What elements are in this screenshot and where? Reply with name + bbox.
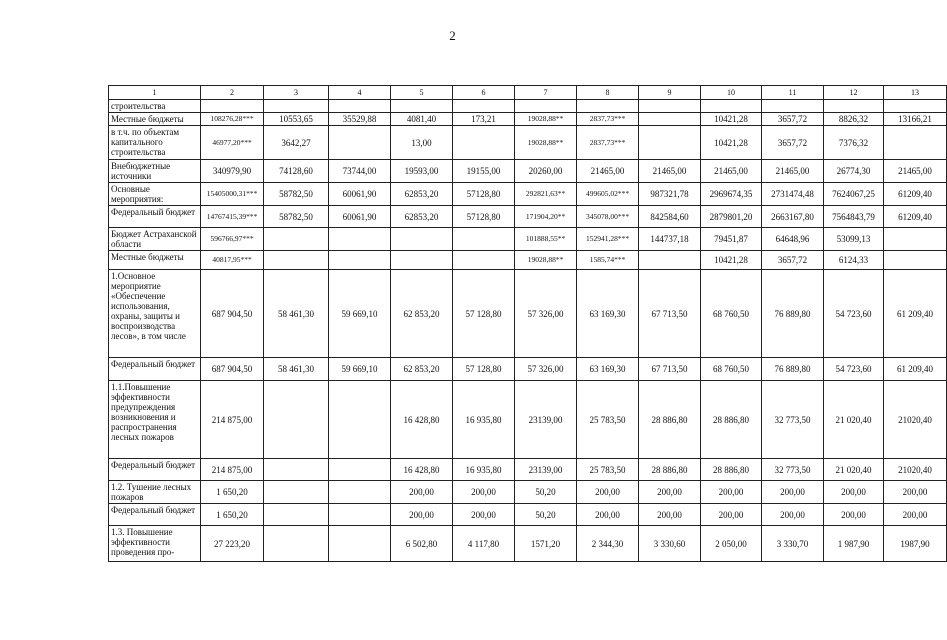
table-cell [884, 251, 947, 270]
table-cell [329, 228, 391, 251]
table-cell: 200,00 [453, 504, 515, 526]
budget-table [108, 85, 947, 562]
table-cell: 200,00 [391, 481, 453, 504]
table-cell: 16 428,80 [391, 459, 453, 481]
table-cell [762, 100, 824, 113]
table-cell: 13166,21 [884, 113, 947, 126]
table-cell: 67 713,50 [639, 358, 701, 381]
row-label: 1.3. Повышение эффективности проведения про- [109, 526, 201, 562]
table-cell: 61209,40 [884, 206, 947, 228]
table-cell: 2 050,00 [701, 526, 762, 562]
table-cell [391, 251, 453, 270]
column-header: 7 [515, 86, 577, 100]
table-cell: 57 128,80 [453, 270, 515, 358]
table-cell: 200,00 [884, 504, 947, 526]
table-cell: 61 209,40 [884, 358, 947, 381]
table-cell: 200,00 [577, 481, 639, 504]
table-cell: 62853,20 [391, 183, 453, 206]
table-cell: 2969674,35 [701, 183, 762, 206]
table-cell [884, 228, 947, 251]
table-cell: 19028,88** [515, 113, 577, 126]
column-header: 12 [824, 86, 884, 100]
table-cell [515, 100, 577, 113]
table-cell: 1571,20 [515, 526, 577, 562]
table-cell: 21465,00 [639, 160, 701, 183]
table-cell: 73744,00 [329, 160, 391, 183]
table-cell: 7376,32 [824, 126, 884, 160]
table-cell: 14767415,39*** [201, 206, 264, 228]
table-cell [391, 100, 453, 113]
table-cell: 23139,00 [515, 459, 577, 481]
table-cell: 16 935,80 [453, 381, 515, 459]
table-cell: 7564843,79 [824, 206, 884, 228]
table-cell [639, 113, 701, 126]
table-cell: 3657,72 [762, 126, 824, 160]
table-cell: 19028,88** [515, 126, 577, 160]
table-cell: 57 326,00 [515, 270, 577, 358]
table-cell [329, 251, 391, 270]
table-cell: 101888,55** [515, 228, 577, 251]
column-header: 9 [639, 86, 701, 100]
table-cell [453, 100, 515, 113]
table-cell [264, 100, 329, 113]
table-cell: 28 886,80 [701, 459, 762, 481]
column-header: 3 [264, 86, 329, 100]
table-cell: 10421,28 [701, 126, 762, 160]
table-row [109, 270, 947, 358]
table-cell: 61 209,40 [884, 270, 947, 358]
table-cell: 1 650,20 [201, 504, 264, 526]
table-cell: 2879801,20 [701, 206, 762, 228]
table-cell: 54 723,60 [824, 358, 884, 381]
table-cell [824, 100, 884, 113]
column-header: 1 [109, 86, 201, 100]
table-row [109, 206, 947, 228]
table-row [109, 126, 947, 160]
table-cell: 2 344,30 [577, 526, 639, 562]
table-cell: 21465,00 [884, 160, 947, 183]
table-cell [391, 228, 453, 251]
table-cell: 144737,18 [639, 228, 701, 251]
table-cell: 3 330,60 [639, 526, 701, 562]
table-cell: 200,00 [577, 504, 639, 526]
table-cell: 67 713,50 [639, 270, 701, 358]
row-label: 1.1.Повышение эффективности предупреждения возникновения и распространения лесных пожаров [109, 381, 201, 459]
table-cell: 21465,00 [577, 160, 639, 183]
table-cell: 340979,90 [201, 160, 264, 183]
table-cell: 46977,20*** [201, 126, 264, 160]
table-cell [639, 251, 701, 270]
table-cell: 74128,60 [264, 160, 329, 183]
table-cell: 3657,72 [762, 113, 824, 126]
table-cell: 1585,74*** [577, 251, 639, 270]
table-cell: 62853,20 [391, 206, 453, 228]
table-cell [701, 100, 762, 113]
table-cell: 58782,50 [264, 183, 329, 206]
column-header: 13 [884, 86, 947, 100]
table-cell: 6124,33 [824, 251, 884, 270]
table-row [109, 358, 947, 381]
table-cell [264, 381, 329, 459]
table-row [109, 251, 947, 270]
table-cell: 68 760,50 [701, 270, 762, 358]
table-cell [264, 481, 329, 504]
table-cell: 2837,73*** [577, 126, 639, 160]
table-cell [329, 504, 391, 526]
table-cell [884, 126, 947, 160]
table-row [109, 113, 947, 126]
table-cell [264, 504, 329, 526]
table-cell [453, 251, 515, 270]
table-cell [884, 100, 947, 113]
column-header: 10 [701, 86, 762, 100]
row-label: в т.ч. по объектам капитального строительства [109, 126, 201, 160]
table-cell: 50,20 [515, 504, 577, 526]
table-cell: 32 773,50 [762, 459, 824, 481]
row-label: Федеральный бюджет [109, 206, 201, 228]
table-cell: 79451,87 [701, 228, 762, 251]
row-label: 1.Основное мероприятие «Обеспечение использования, охраны, защиты и воспроизводства лесов», в том числе [109, 270, 201, 358]
table-cell: 200,00 [453, 481, 515, 504]
table-cell: 27 223,20 [201, 526, 264, 562]
table-cell: 171904,20** [515, 206, 577, 228]
table-cell: 16 428,80 [391, 381, 453, 459]
table-cell: 200,00 [824, 504, 884, 526]
table-cell: 4 117,80 [453, 526, 515, 562]
table-cell: 200,00 [701, 481, 762, 504]
table-cell: 57 326,00 [515, 358, 577, 381]
table-cell: 60061,90 [329, 206, 391, 228]
table-cell: 62 853,20 [391, 358, 453, 381]
table-cell: 200,00 [391, 504, 453, 526]
table-cell [329, 381, 391, 459]
table-row [109, 160, 947, 183]
table-cell: 76 889,80 [762, 358, 824, 381]
table-cell [201, 100, 264, 113]
column-header: 6 [453, 86, 515, 100]
table-cell: 19028,88** [515, 251, 577, 270]
table-cell: 1 650,20 [201, 481, 264, 504]
table-cell: 62 853,20 [391, 270, 453, 358]
table-cell [329, 526, 391, 562]
row-label: Местные бюджеты [109, 251, 201, 270]
table-cell: 40817,95*** [201, 251, 264, 270]
page-number: 2 [449, 28, 456, 43]
table-cell [264, 251, 329, 270]
table-cell: 53099,13 [824, 228, 884, 251]
table-cell: 21020,40 [884, 459, 947, 481]
table-cell: 345078,00*** [577, 206, 639, 228]
row-label: Местные бюджеты [109, 113, 201, 126]
table-cell: 60061,90 [329, 183, 391, 206]
table-cell: 63 169,30 [577, 270, 639, 358]
table-cell: 57128,80 [453, 206, 515, 228]
table-cell: 200,00 [639, 481, 701, 504]
table-cell: 108276,28*** [201, 113, 264, 126]
table-cell: 200,00 [762, 481, 824, 504]
row-label: Федеральный бюджет [109, 504, 201, 526]
table-row [109, 526, 947, 562]
table-cell: 21 020,40 [824, 459, 884, 481]
table-cell: 2731474,48 [762, 183, 824, 206]
table-cell: 214 875,00 [201, 459, 264, 481]
table-cell [577, 100, 639, 113]
table-cell: 21465,00 [762, 160, 824, 183]
table-cell: 54 723,60 [824, 270, 884, 358]
table-body [109, 86, 947, 562]
table-cell: 25 783,50 [577, 381, 639, 459]
table-cell: 23139,00 [515, 381, 577, 459]
table-row [109, 228, 947, 251]
table-cell: 152941,28*** [577, 228, 639, 251]
table-cell: 987321,78 [639, 183, 701, 206]
table-cell: 61209,40 [884, 183, 947, 206]
table-cell: 15405000,31*** [201, 183, 264, 206]
table-cell: 63 169,30 [577, 358, 639, 381]
table-cell: 57 128,80 [453, 358, 515, 381]
table-cell: 1 987,90 [824, 526, 884, 562]
row-label: строительства [109, 100, 201, 113]
table-cell: 687 904,50 [201, 358, 264, 381]
row-label: Федеральный бюджет [109, 459, 201, 481]
table-cell: 28 886,80 [701, 381, 762, 459]
table-cell [264, 459, 329, 481]
table-cell: 10421,28 [701, 113, 762, 126]
table-cell [639, 126, 701, 160]
table-cell [264, 228, 329, 251]
table-row [109, 459, 947, 481]
row-label: Внебюджетные источники [109, 160, 201, 183]
table-cell: 173,21 [453, 113, 515, 126]
row-label: Федеральный бюджет [109, 358, 201, 381]
table-cell: 32 773,50 [762, 381, 824, 459]
table-cell: 214 875,00 [201, 381, 264, 459]
table-cell: 3 330,70 [762, 526, 824, 562]
table-cell: 19593,00 [391, 160, 453, 183]
table-cell: 35529,88 [329, 113, 391, 126]
table-cell: 68 760,50 [701, 358, 762, 381]
table-cell: 26774,30 [824, 160, 884, 183]
table-row [109, 481, 947, 504]
table-cell: 4081,40 [391, 113, 453, 126]
row-label: Бюджет Астраханской области [109, 228, 201, 251]
table-cell [639, 100, 701, 113]
table-cell: 8826,32 [824, 113, 884, 126]
table-cell [264, 526, 329, 562]
table-cell: 59 669,10 [329, 358, 391, 381]
table-cell: 842584,60 [639, 206, 701, 228]
table-cell: 28 886,80 [639, 459, 701, 481]
table-cell: 58 461,30 [264, 358, 329, 381]
column-header: 11 [762, 86, 824, 100]
table-cell [329, 126, 391, 160]
table-cell [329, 100, 391, 113]
table-row [109, 381, 947, 459]
table-cell: 6 502,80 [391, 526, 453, 562]
table-cell: 499605,02*** [577, 183, 639, 206]
table-cell: 200,00 [762, 504, 824, 526]
table-cell: 19155,00 [453, 160, 515, 183]
table-cell: 64648,96 [762, 228, 824, 251]
column-header: 2 [201, 86, 264, 100]
header-row [109, 86, 947, 100]
table-cell: 687 904,50 [201, 270, 264, 358]
table-cell: 200,00 [824, 481, 884, 504]
table-cell: 200,00 [701, 504, 762, 526]
table-cell: 21 020,40 [824, 381, 884, 459]
table-cell [453, 228, 515, 251]
table-cell: 58782,50 [264, 206, 329, 228]
table-cell: 3642,27 [264, 126, 329, 160]
table-cell: 13,00 [391, 126, 453, 160]
table-cell: 292821,63** [515, 183, 577, 206]
table-row [109, 100, 947, 113]
table-cell: 28 886,80 [639, 381, 701, 459]
table-cell: 59 669,10 [329, 270, 391, 358]
table-cell: 21465,00 [701, 160, 762, 183]
column-header: 5 [391, 86, 453, 100]
table-cell: 200,00 [884, 481, 947, 504]
table-cell: 50,20 [515, 481, 577, 504]
table-row [109, 504, 947, 526]
table-cell: 57128,80 [453, 183, 515, 206]
table-cell: 21020,40 [884, 381, 947, 459]
column-header: 8 [577, 86, 639, 100]
table-cell [453, 126, 515, 160]
table-row [109, 183, 947, 206]
table-cell: 2837,73*** [577, 113, 639, 126]
table-cell: 3657,72 [762, 251, 824, 270]
row-label: 1.2. Тушение лесных пожаров [109, 481, 201, 504]
table-cell: 25 783,50 [577, 459, 639, 481]
table-cell: 16 935,80 [453, 459, 515, 481]
column-header: 4 [329, 86, 391, 100]
table-cell: 58 461,30 [264, 270, 329, 358]
table-cell: 10553,65 [264, 113, 329, 126]
table-cell: 10421,28 [701, 251, 762, 270]
table-cell: 200,00 [639, 504, 701, 526]
table-cell: 76 889,80 [762, 270, 824, 358]
table-cell [329, 459, 391, 481]
table-cell [329, 481, 391, 504]
table-cell: 20260,00 [515, 160, 577, 183]
table-cell: 2663167,80 [762, 206, 824, 228]
row-label: Основные мероприятия: [109, 183, 201, 206]
table-cell: 596766,97*** [201, 228, 264, 251]
table-cell: 7624067,25 [824, 183, 884, 206]
table-cell: 1987,90 [884, 526, 947, 562]
